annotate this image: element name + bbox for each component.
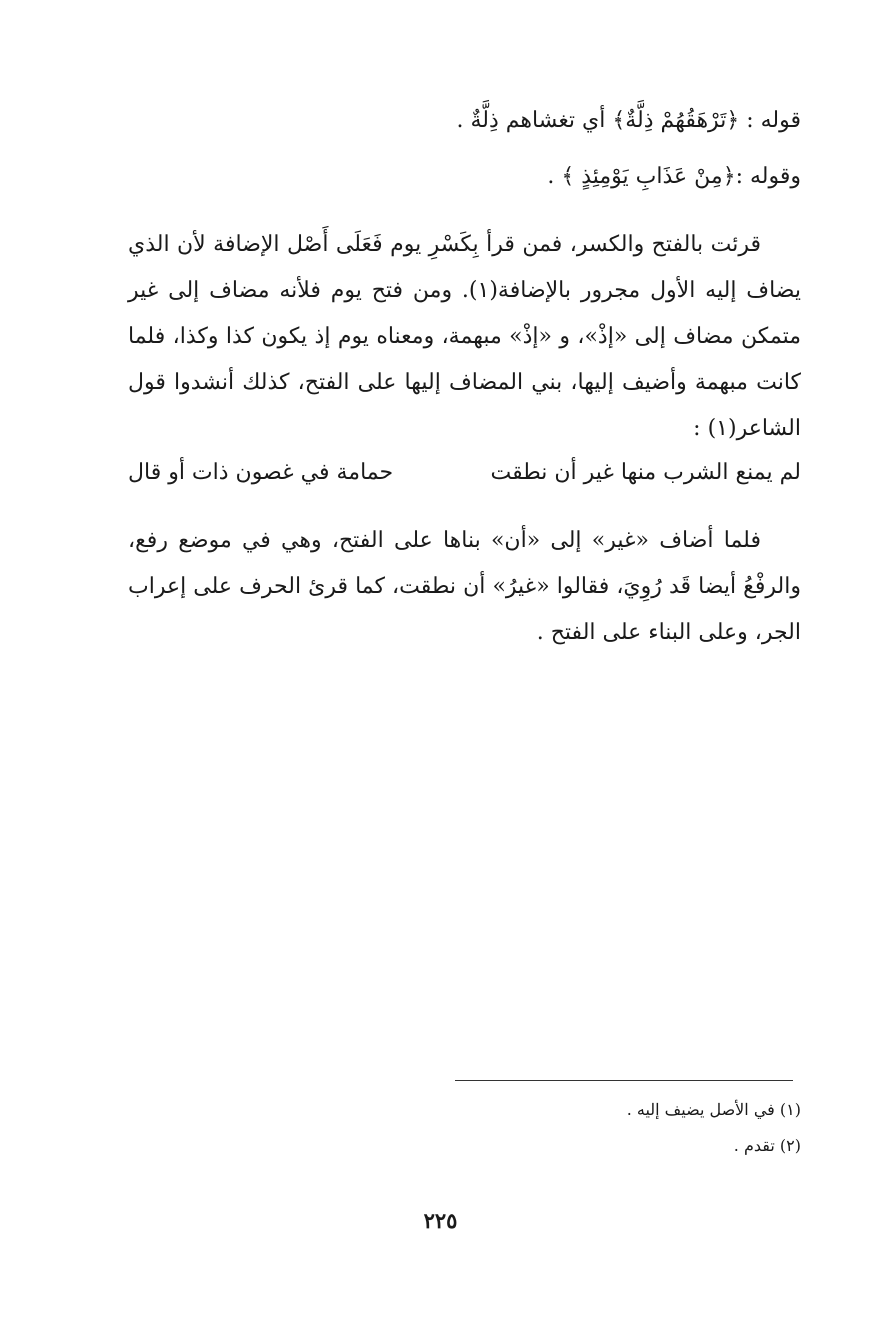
footnote-2: (٢) تقدم . [733,1136,801,1155]
paragraph-2: فلما أضاف «غير» إلى «أن» بناها على الفتح، وهي في موضع رفع، والرفْعُ أيضا قَد رُوِيَ، فقالوا «غيرُ» أن نطقت، كما قرئ الحرف على إعراب الجر، وعلى البناء على الفتح . [128,528,801,645]
paragraph-1: قرئت بالفتح والكسر، فمن قرأ بِكَسْرِ يوم فَعَلَى أَصْل الإضافة لأن الذي يضاف إليه الأول مجرور بالإضافة(١). ومن فتح يوم فلأنه مضاف إلى غير متمكن مضاف إلى «إذْ»، و «إذْ» مبهمة، ومعناه يوم إذ يكون كذا وكذا، فلما كانت مبهمة وأضيف إليها، بني المضاف إليها على الفتح، كذلك أنشدوا قول الشاعر(١) : [128,232,801,441]
footnote-1: (١) في الأصل يضيف إليه . [626,1100,801,1119]
footnote-divider [455,1080,793,1081]
poem-verse [128,460,801,506]
verse-line-1: قوله : ﴿تَرْهَقُهُمْ ذِلَّةٌ﴾ أي تغشاهم ذِلَّةٌ . [456,108,801,133]
verse-line-2: وقوله :﴿مِنْ عَذَابِ يَوْمِئِذٍ ﴾ . [547,164,801,189]
poem-hemistich-second: حمامة في غصون ذات أو قال [128,460,394,485]
poem-hemistich-first: لم يمنع الشرب منها غير أن نطقت [490,460,801,485]
page-number: ٢٢٥ [423,1208,458,1233]
